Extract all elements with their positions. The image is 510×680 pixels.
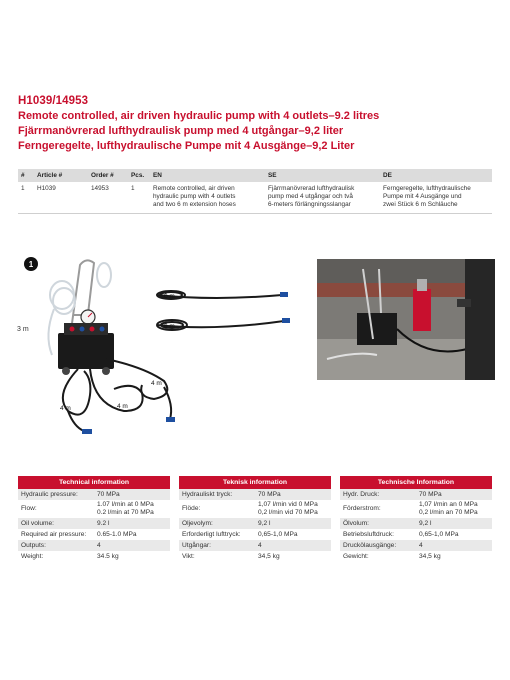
article-table-header [18,169,492,182]
cell-se [265,182,380,213]
pump-housing [58,333,114,369]
title-swedish: Fjärrmanövrerad lufthydraulisk pump med 4 utgångar–9,2 liter [18,125,344,137]
spec-label: Förderstrom: [343,505,381,512]
cell-en-line: and two 6 m extension hoses [153,201,236,209]
col-header-de: DE [380,169,492,182]
spec-label: Ölvolum: [340,518,416,529]
col-header-en: EN [150,169,265,182]
spec-label: Flöde: [182,505,201,512]
cell-se-line: Fjärrmanövrerad lufthydraulisk [268,185,355,192]
col-header-article: Article # [34,169,88,182]
spec-heading: Technical information [18,476,170,489]
cell-en-line: Remote controlled, air driven [153,185,235,192]
extension-hose-6m-b [157,318,290,330]
cell-de-line: Pumpe mit 4 Ausgänge und [383,193,462,201]
pump-illustration [14,255,296,445]
spec-value: 0,65-1,0 MPa [419,530,459,538]
col-header-order: Order # [88,169,128,182]
spec-label: Vikt: [182,552,195,560]
spec-value: 0,65-1,0 MPa [258,530,298,538]
spec-value [416,500,492,518]
hose-label-4m-c: 4 m [151,380,162,387]
spec-label: Betriebsluftdruck: [343,530,394,538]
spec-label: Required air pressure: [21,530,87,538]
spec-label: Oljevolym: [179,518,255,529]
spec-value: 34,5 kg [258,552,280,560]
spec-table-se [179,476,331,562]
article-table [18,169,492,214]
spec-value [94,500,170,518]
callout-number: 1 [28,260,34,269]
spec-label: Gewicht: [343,552,369,560]
pump-in-photo [357,313,397,345]
spec-value: 70 MPa [255,489,331,500]
hose-label-4m-a: 4 m [60,405,71,412]
wheel-icon [102,367,110,375]
product-code: H1039/14953 [18,95,89,107]
spec-table-en [18,476,170,562]
spec-value-line: 0,2 l/min an 70 MPa [419,509,478,516]
cell-article: H1039 [34,182,88,213]
spec-value: 9,2 l [255,518,331,529]
cell-se-line: 6-meters förlängningsslangar [268,201,351,209]
spec-value: 70 MPa [416,489,492,500]
col-header-num: # [18,169,34,182]
jack-stand [413,289,431,331]
spec-value: 4 [255,540,331,551]
spec-label: Weight: [21,552,44,560]
spec-value-line: 0,2 l/min vid 70 MPa [258,509,318,516]
col-header-se: SE [265,169,380,182]
spec-label: Flow: [21,505,37,512]
person-silhouette [465,259,495,380]
hose-label-6m-b: 6 m [164,323,175,330]
spec-table-de [340,476,492,562]
pump-hose-4m-a [63,369,92,434]
spec-value: 0.65-1.0 MPa [97,530,137,538]
cell-en-line: hydraulic pump with 4 outlets [153,193,236,201]
spec-label: Utgångar: [179,540,255,551]
hose-label-4m-b: 4 m [117,403,128,410]
spec-label: Erforderligt lufttryck: [182,530,241,538]
hose-label-3m: 3 m [17,326,29,333]
spec-value: 9.2 l [94,518,170,529]
spec-value: 4 [94,540,170,551]
cell-num: 1 [18,182,34,213]
title-german: Ferngeregelte, lufthydraulische Pumpe mit 4 Ausgänge–9,2 Liter [18,140,355,152]
spec-label: Hydrauliskt tryck: [179,489,255,500]
cell-pcs: 1 [128,182,150,213]
cell-de-line: zwei Stück 6 m Schläuche [383,201,458,209]
cell-de [380,182,492,213]
spec-label: Hydraulic pressure: [18,489,94,500]
spec-value-line: 0.2 l/min at 70 MPa [97,509,154,516]
cell-en [150,182,265,213]
spec-value: 34.5 kg [97,552,119,560]
col-header-pcs: Pcs. [128,169,150,182]
title-english: Remote controlled, air driven hydraulic pump with 4 outlets–9.2 litres [18,110,380,122]
cell-se-line: pump med 4 utgångar och två [268,193,353,201]
spec-value: 4 [416,540,492,551]
spec-label: Oil volume: [18,518,94,529]
spec-heading: Teknisk information [179,476,331,489]
spec-value-line: 1,07 l/min vid 0 MPa [258,501,318,508]
wheel-icon [62,367,70,375]
spec-value-line: 1,07 l/min an 0 MPa [419,501,478,508]
extension-hose-6m-a [157,291,288,299]
spec-label: Druckölausgänge: [340,540,416,551]
workshop-photo [317,259,495,380]
spec-value: 9,2 l [416,518,492,529]
table-row [18,182,492,213]
pump-hose-4m-c [106,359,175,422]
cell-de-line: Ferngeregelte, lufthydraulische [383,185,471,192]
spec-value [255,500,331,518]
spec-value: 70 MPa [94,489,170,500]
spec-heading: Technische Information [340,476,492,489]
hose-label-6m-a: 6 m [164,293,175,300]
cell-order: 14953 [88,182,128,213]
spec-value-line: 1.07 l/min at 0 MPa [97,501,154,508]
spec-label: Hydr. Druck: [340,489,416,500]
spec-value: 34,5 kg [419,552,441,560]
spec-label: Outputs: [18,540,94,551]
